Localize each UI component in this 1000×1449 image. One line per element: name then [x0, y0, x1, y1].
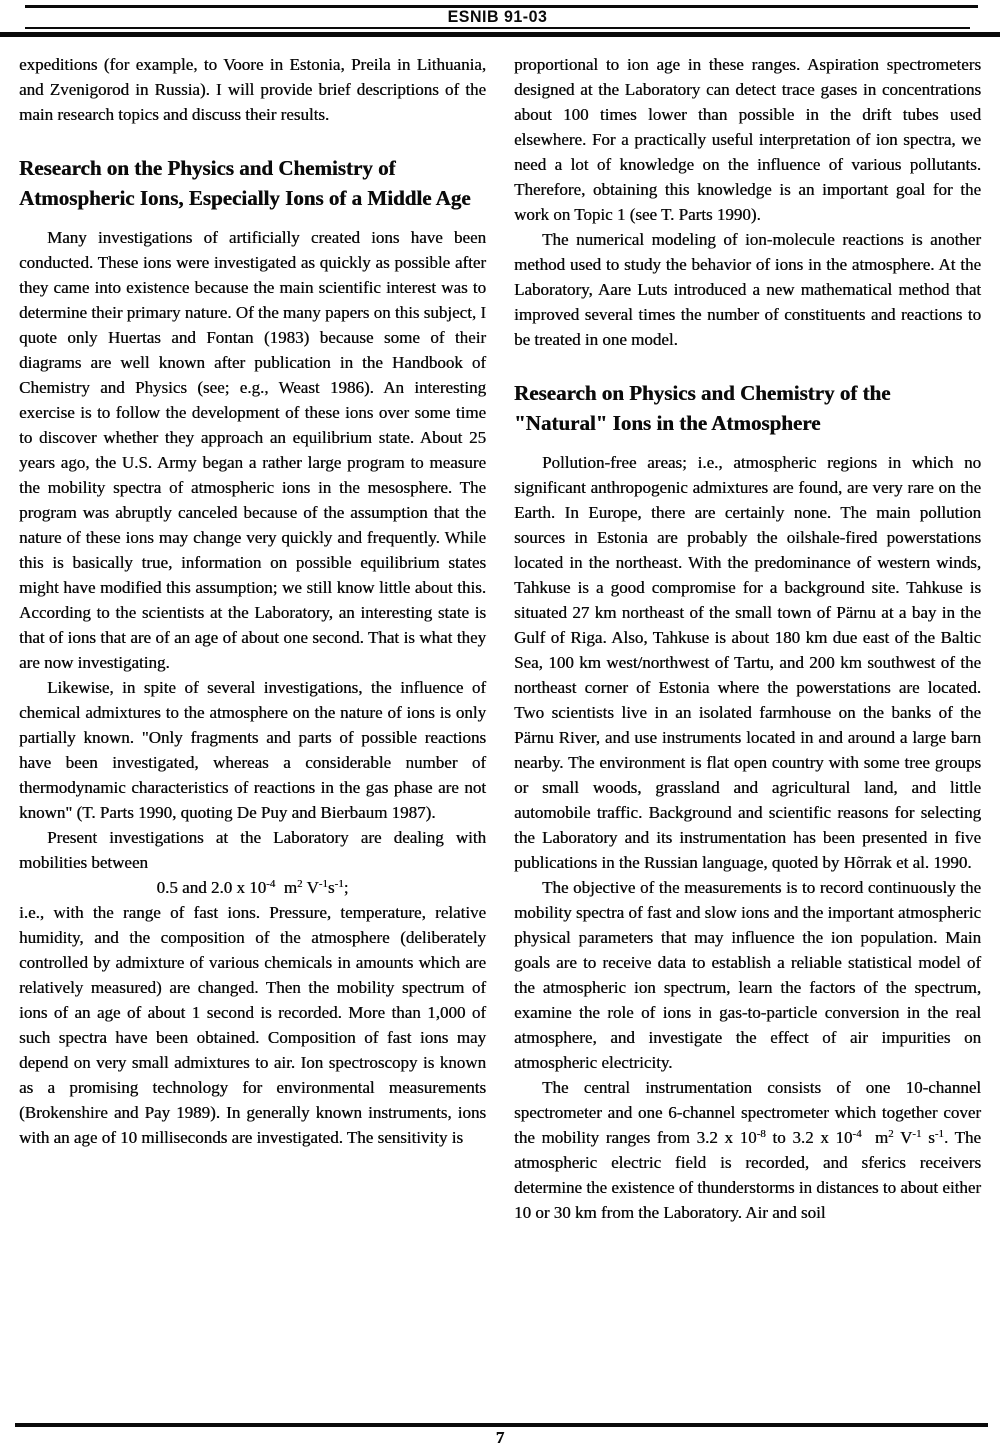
superscript: 2	[888, 1128, 894, 1140]
text-segment: V	[893, 1128, 913, 1147]
section-heading: Research on Physics and Chemistry of the "Natural" Ions in the Atmosphere	[514, 381, 891, 435]
two-column-body	[0, 52, 1000, 1225]
text-segment: s	[327, 878, 335, 897]
text-segment: to 3.2 x 10	[765, 1128, 853, 1147]
superscript: -1	[912, 1128, 922, 1140]
superscript: -1	[934, 1128, 944, 1140]
text-segment: . The atmospheric electric field is recorded, and sferics receivers determine the existence of thunderstorms in distances to about either 10 or 30 km from the Laboratory. Air and soil	[514, 1128, 981, 1222]
body-paragraph: The numerical modeling of ion-molecule reactions is another method used to study the behavior of ions in the atmosphere. At the Laboratory, Aare Luts introduced a new mathematical method that improved several times the number of constituents and reactions to be treated in one model.	[514, 230, 981, 349]
superscript: -1	[318, 878, 328, 890]
superscript: -8	[756, 1128, 766, 1140]
body-paragraph: expeditions (for example, to Voore in Estonia, Preila in Lithuania, and Zvenigorod in Russia). I will provide brief descriptions of the main research topics and discuss their results.	[19, 55, 486, 124]
right-column	[514, 52, 981, 1225]
superscript: -4	[266, 878, 276, 890]
text-segment: V	[302, 878, 319, 897]
body-paragraph: Present investigations at the Laboratory are dealing with mobilities between	[19, 828, 486, 872]
section-heading: Research on the Physics and Chemistry of Atmospheric Ions, Especially Ions of a Middle Age	[19, 156, 471, 210]
text-segment: 0.5 and 2.0 x 10	[156, 878, 267, 897]
superscript: -1	[334, 878, 344, 890]
header-title-row	[25, 8, 970, 29]
body-paragraph: Pollution-free areas; i.e., atmospheric regions in which no significant anthropogenic admixtures are found, are very rare on the Earth. In Europe, there are certainly none. The main pollution sources in Estonia are probably the oilshale-fired powerstations located in the northeast. With the predominance of western winds, Tahkuse is a good compromise for a background site. Tahkuse is situated 27 km northeast of the small town of Pärnu at a bay in the Gulf of Riga. Also, Tahkuse is about 180 km due east of the Baltic Sea, 100 km west/northwest of Tartu, and 200 km southwest of the northeast corner of Estonia where the powerstations are located. Two scientists live in an isolated farmhouse on the banks of the Pärnu River, and use instruments located in and around a large barn nearby. The environment is flat open country with some tree groups or small woods, grassland and agricultural land, and little automobile traffic. Background and scientific reasons for selecting the Laboratory and its instrumentation has been presented in five publications in the Russian language, quoted by Hõrrak et al. 1990.	[514, 453, 981, 872]
page-footer	[0, 1423, 1000, 1449]
bulletin-title: ESNIB 91-03	[447, 8, 548, 27]
text-segment: m	[861, 1128, 889, 1147]
formula-line	[19, 875, 486, 900]
body-paragraph: proportional to ion age in these ranges. Aspiration spectrometers designed at the Laboratory can detect trace gases in concentrations about 100 times lower than possible in the drift tubes used elsewhere. For a practically useful interpretation of ion spectra, we need a lot of knowledge on the influence of various pollutants. Therefore, obtaining this knowledge is an important goal for the work on Topic 1 (see T. Parts 1990).	[514, 55, 981, 224]
text-segment: ;	[343, 878, 349, 897]
text-segment: s	[921, 1128, 935, 1147]
body-paragraph	[514, 1075, 981, 1225]
body-paragraph: The objective of the measurements is to record continuously the mobility spectra of fast and slow ions and the important atmospheric physical parameters that may influence the ion population. Main goals are to receive data to establish a reliable statistical model of the atmospheric ion spectrum, learn the factors of the spectrum, examine the role of ions in gas-to-particle conversion in the real atmosphere, and investigate the effect of air impurities on atmospheric electricity.	[514, 878, 981, 1072]
text-segment: The central instrumentation consists of one 10-channel spectrometer and one 6-channel spectrometer which together cover the mobility ranges from 3.2 x 10	[514, 1078, 981, 1147]
body-paragraph: Likewise, in spite of several investigations, the influence of chemical admixtures to the atmosphere on the nature of ions is only partially known. "Only fragments and parts of possible reactions have been investigated, whereas a considerable number of thermodynamic characteristics of reactions in the gas phase are not known" (T. Parts 1990, quoting De Puy and Bierbaum 1987).	[19, 678, 486, 822]
body-paragraph: i.e., with the range of fast ions. Pressure, temperature, relative humidity, and the composition of the atmosphere (deliberately controlled by admixture of various chemicals in amounts which are relatively measured) are changed. Then the mobility spectrum of ions of an age of about 1 second is recorded. More than 1,000 of such spectra have been obtained. Composition of fast ions may depend on very small admixtures to air. Ion spectroscopy is known as a promising technology for environmental measurements (Brokenshire and Pay 1989). In generally known instruments, ions with an age of 10 milliseconds are investigated. The sensitivity is	[19, 903, 486, 1147]
left-column	[19, 52, 486, 1225]
body-paragraph: Many investigations of artificially created ions have been conducted. These ions were investigated as quickly as possible after they came into existence because the main scientific interest was to determine their primary nature. Of the many papers on this subject, I quote only Huertas and Fontan (1983) because some of their diagrams are well known after publication in the Handbook of Chemistry and Physics (see; e.g., Weast 1986). An interesting exercise is to follow the development of these ions over some time to discover whether they approach an equilibrium state. About 25 years ago, the U.S. Army began a rather large program to measure the mobility spectra of atmospheric ions in the mesosphere. The program was abruptly canceled because of the assumption that the nature of these ions may change very quickly and frequently. While this is basically true, information on possible equilibrium states might have modified this assumption; we still know little about this. According to the scientists at the Laboratory, an interesting state is that of ions that are of an age of about one second. That is what they are now investigating.	[19, 228, 486, 672]
superscript: 2	[297, 878, 303, 890]
header-bottom-rule	[0, 32, 1000, 37]
superscript: -4	[852, 1128, 862, 1140]
page-number: 7	[495, 1428, 505, 1447]
text-segment: m	[275, 878, 297, 897]
page-header	[0, 0, 1000, 37]
